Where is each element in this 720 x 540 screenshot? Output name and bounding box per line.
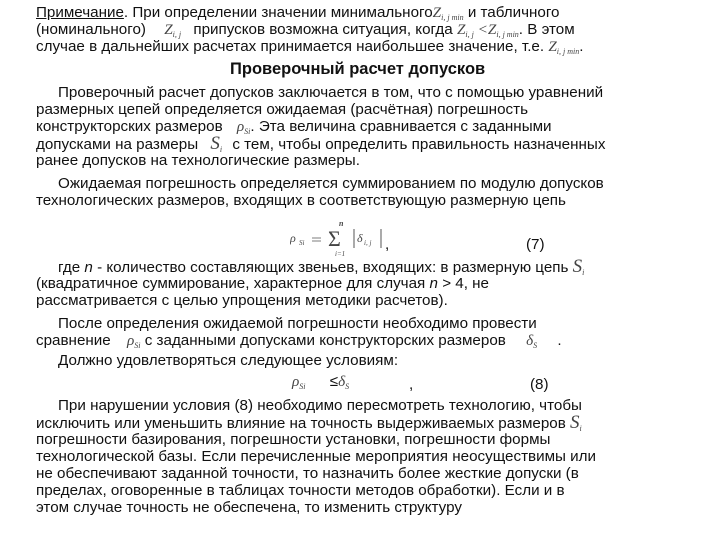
delta-s-symbol-2: $\delta_S$ [338, 373, 350, 391]
para1-line-4: допусками на размеры $S_i$ с тем, чтобы определить правильность назначенных [36, 133, 606, 154]
rho-si-symbol-2: $\rho_{Si}$ [126, 332, 141, 350]
rho-subscript: Si [299, 239, 305, 247]
z-condition-symbol: $Z_{i, j} <Z_{i, j min}$ [456, 21, 519, 39]
para4-line-2: сравнение $\rho_{Si}$ с заданными допусками конструкторских размеров $\delta_S$ . [36, 332, 562, 350]
para5-line-2: исключить или уменьшить влияние на точность выдерживаемых размеров $S_i$ [36, 412, 582, 433]
para5-line-5: не обеспечивают заданной точности, то назначить более жесткие допуски (в [36, 465, 579, 482]
eq7-comma: , [385, 236, 390, 253]
rho-si-symbol: $\rho_{Si}$ [236, 118, 251, 136]
para3-line-1: где n - количество составляющих звеньев, входящих: в размерную цепь $S_i$ [58, 256, 585, 277]
rho-symbol: ρ [290, 231, 296, 245]
sum-upper: n [339, 219, 344, 228]
para1-line-1: Проверочный расчет допусков заключается в том, что с помощью уравнений [58, 84, 604, 101]
rho-si-symbol-3: $\rho_{Si}$ [292, 373, 306, 391]
equation-7-formula [290, 216, 390, 258]
para1-line-5: ранее допусков на технологические размеры. [36, 152, 360, 169]
sum-formula [290, 216, 390, 258]
equation-8 [292, 373, 349, 395]
eq8-comma: , [409, 376, 414, 393]
delta-subscript: i, j [364, 239, 372, 247]
note-line-1: Примечание. При определении значении минимальногоZ$_{i, j min}$ и табличного [36, 4, 560, 22]
para4-line-1: После определения ожидаемой погрешности необходимо провести [58, 315, 537, 332]
para5-line-7: этом случае точность не обеспечена, то изменить структуру [36, 499, 462, 516]
z-min-symbol: $Z_{i, j min}$ [432, 4, 464, 22]
para5-line-6: пределах, оговоренные в таблицах точности методов обработки). Если и в [36, 482, 565, 499]
s-i-symbol-2: $S_i$ [572, 256, 585, 277]
para1-line-2: размерных цепей определяется ожидаемая (расчётная) погрешность [36, 101, 528, 118]
para3-line-2: (квадратичное суммирование, характерное для случая n > 4, не [36, 275, 489, 292]
le-sign: ≤ [329, 373, 339, 390]
section-heading: Проверочный расчет допусков [230, 60, 486, 78]
para5-line-3: погрешности базирования, погрешности установки, погрешности формы [36, 431, 551, 448]
sum-lower: i=1 [335, 250, 346, 258]
s-i-symbol-3: $S_i$ [570, 412, 582, 433]
para2-line-2: технологических размеров, входящих в соответствующую размерную цепь [36, 192, 566, 209]
note-label: Примечание [36, 4, 124, 21]
para4-line-3: Должно удовлетворяться следующее условиям: [58, 352, 399, 369]
delta-symbol: δ [357, 231, 363, 245]
eq7-number: (7) [526, 236, 545, 253]
para3-line-3: рассматривается с целью упрощения методики расчетов). [36, 292, 448, 309]
para5-line-4: технологической базы. Если перечисленные мероприятия неосуществимы или [36, 448, 596, 465]
eq8-number: (8) [530, 376, 549, 393]
delta-s-symbol: $\delta_S$ [526, 332, 538, 350]
z-nominal-symbol: $Z_{i, j}$ [164, 21, 182, 39]
note-line-3: случае в дальнейших расчетах принимается наибольшее значение, т.е. $Z_{i, j min}$. [36, 38, 584, 56]
para1-line-3: конструкторских размеров $\rho_{Si}$. Эта величина сравнивается с заданными [36, 118, 552, 136]
z-max-symbol: $Z_{i, j min}$ [548, 38, 580, 56]
sigma-sign: Σ [328, 226, 341, 251]
s-i-symbol: $S_i$ [210, 133, 223, 154]
note-line-2: (номинального) $Z_{i, j}$ припусков возможна ситуация, когда $Z_{i, j} <Z_{i, j min}$. В этом [36, 21, 575, 39]
para5-line-1: При нарушении условия (8) необходимо пересмотреть технологию, чтобы [58, 397, 582, 414]
para2-line-1: Ожидаемая погрешность определяется суммированием по модулю допусков [58, 175, 604, 192]
